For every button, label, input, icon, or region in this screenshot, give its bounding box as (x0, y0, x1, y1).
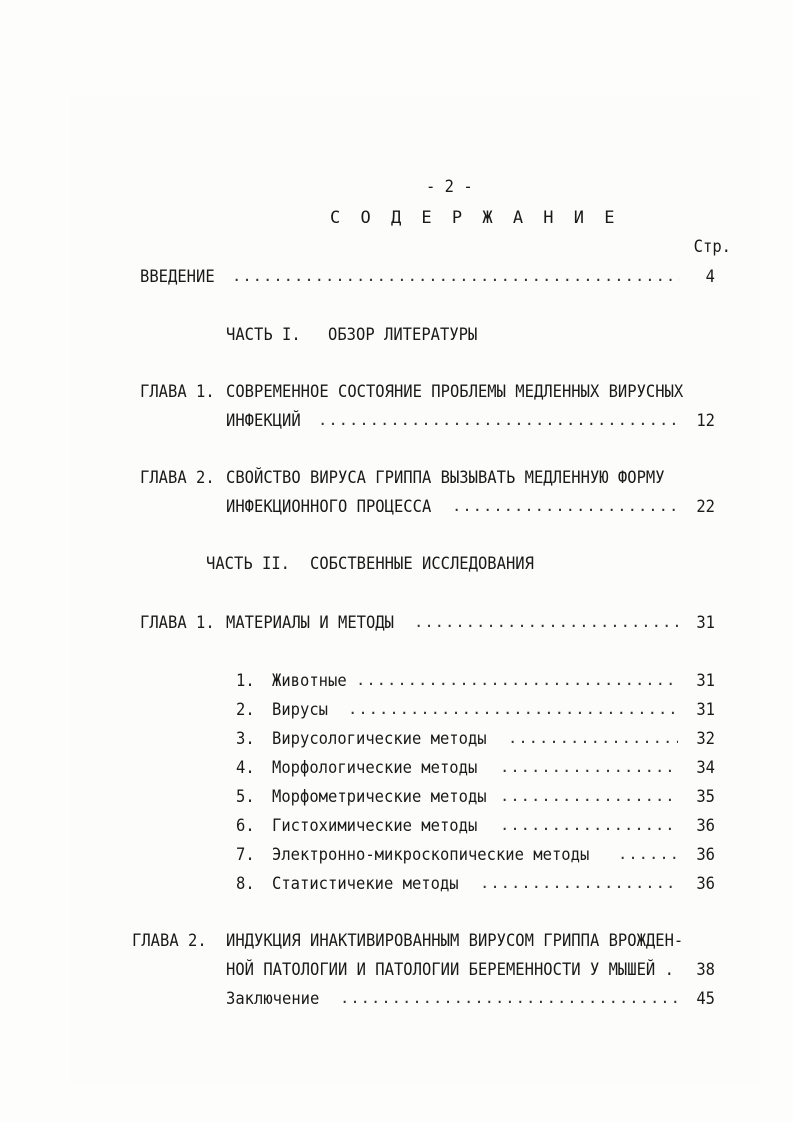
toc-intro-page: 4 (705, 267, 715, 287)
section-page: 36 (696, 845, 715, 865)
section-title: Статистичекие методы (272, 874, 459, 894)
section-page: 36 (696, 816, 715, 836)
section-page: 34 (696, 758, 715, 778)
section-number: 3. (236, 729, 255, 749)
page-number: - 2 - (426, 177, 473, 197)
part2-ch1-title: МАТЕРИАЛЫ И МЕТОДЫ (226, 613, 394, 633)
part1-ch1-line2: ИНФЕКЦИЙ (226, 411, 301, 431)
part1-ch1-line1: СОВРЕМЕННОЕ СОСТОЯНИЕ ПРОБЛЕМЫ МЕДЛЕННЫХ ВИРУСНЫХ (226, 382, 684, 402)
section-number: 6. (236, 816, 255, 836)
section-title: Морфометрические методы (272, 787, 487, 807)
leader-dots (508, 728, 678, 748)
part2-ch1-page: 31 (696, 613, 715, 633)
part2-ch2-label: ГЛАВА 2. (132, 931, 207, 951)
part1-title: ОБЗОР ЛИТЕРАТУРЫ (328, 325, 478, 345)
section-page: 36 (696, 874, 715, 894)
section-number: 2. (236, 700, 255, 720)
section-number: 1. (236, 671, 255, 691)
part1-label: ЧАСТЬ I. (226, 325, 301, 345)
leader-dots (500, 786, 678, 806)
part2-ch2-page: 38 (696, 960, 715, 980)
leader-dots (500, 757, 678, 777)
section-title: Гистохимические методы (272, 816, 478, 836)
leader-dots (340, 988, 680, 1008)
conclusion-page: 45 (696, 989, 715, 1009)
part2-label: ЧАСТЬ II. (206, 554, 290, 574)
section-page: 32 (696, 729, 715, 749)
part1-ch2-page: 22 (696, 497, 715, 517)
section-number: 5. (236, 787, 255, 807)
part2-ch2-line2: НОЙ ПАТОЛОГИИ И ПАТОЛОГИИ БЕРЕМЕННОСТИ У МЫШЕЙ . (226, 960, 674, 980)
part1-ch1-label: ГЛАВА 1. (140, 382, 215, 402)
toc-title: С О Д Е Р Ж А Н И Е (330, 208, 620, 228)
leader-dots (356, 670, 678, 690)
leader-dots (232, 266, 680, 286)
conclusion-label: Заключение (226, 989, 320, 1009)
section-title: Электронно-микроскопические методы (272, 845, 590, 865)
leader-dots (618, 844, 678, 864)
leader-dots (348, 699, 678, 719)
section-page: 31 (696, 671, 715, 691)
section-number: 4. (236, 758, 255, 778)
leader-dots (480, 873, 678, 893)
part1-ch2-line1: СВОЙСТВО ВИРУСА ГРИППА ВЫЗЫВАТЬ МЕДЛЕННУЮ ФОРМУ (226, 468, 665, 488)
toc-intro-label: ВВЕДЕНИЕ (140, 267, 215, 287)
section-title: Вирусы (272, 700, 328, 720)
part1-ch1-page: 12 (696, 411, 715, 431)
part2-ch1-label: ГЛАВА 1. (140, 613, 215, 633)
section-title: Вирусологические методы (272, 729, 487, 749)
part2-ch2-line1: ИНДУКЦИЯ ИНАКТИВИРОВАННЫМ ВИРУСОМ ГРИППА ВРОЖДЕН- (226, 931, 684, 951)
leader-dots (414, 612, 678, 632)
section-page: 35 (696, 787, 715, 807)
section-page: 31 (696, 700, 715, 720)
part2-title: СОБСТВЕННЫЕ ИССЛЕДОВАНИЯ (310, 554, 534, 574)
part1-ch2-label: ГЛАВА 2. (140, 468, 215, 488)
page-column-label: Стр. (693, 237, 731, 257)
leader-dots (452, 496, 680, 516)
section-title: Морфологические методы (272, 758, 478, 778)
part1-ch2-line2: ИНФЕКЦИОННОГО ПРОЦЕССА (226, 497, 432, 517)
section-title: Животные (272, 671, 347, 691)
leader-dots (318, 410, 680, 430)
section-number: 8. (236, 874, 255, 894)
leader-dots (500, 815, 678, 835)
section-number: 7. (236, 845, 255, 865)
